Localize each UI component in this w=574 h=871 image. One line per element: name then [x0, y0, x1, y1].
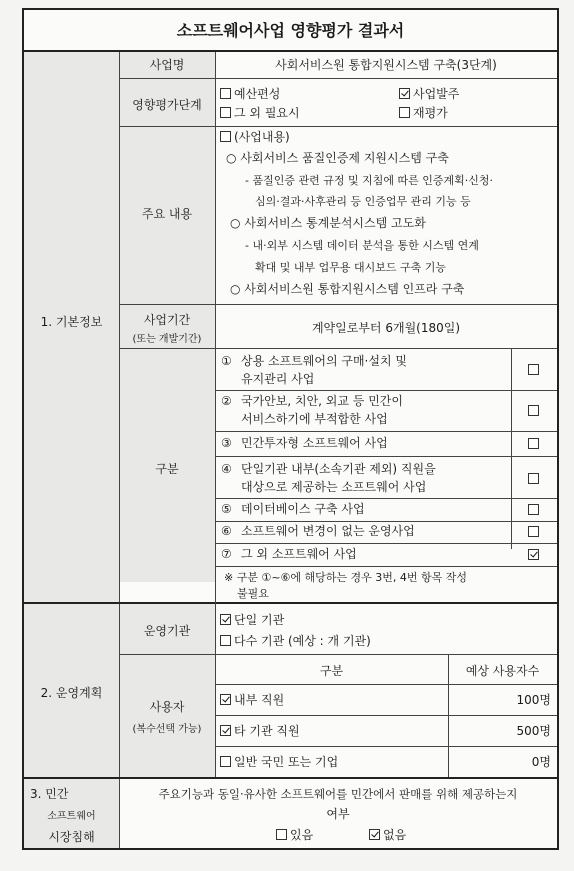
users-header-type: 구분 [319, 664, 344, 678]
category-2-checkbox[interactable] [528, 405, 539, 416]
divider [119, 654, 557, 655]
user-type-row[interactable] [220, 724, 300, 739]
period-sublabel: (또는 개발기간) [132, 334, 202, 345]
divider [119, 304, 557, 305]
category-text: 데이터베이스 구축 사업 [241, 502, 365, 516]
agency-multi-label: 다수 기관 (예상 : 개 기관) [234, 634, 371, 648]
users-header-count: 예상 사용자수 [465, 664, 540, 678]
stage-label: 영향평가단계 [132, 98, 202, 112]
divider [24, 50, 557, 52]
stage-reassess-checkbox[interactable] [399, 107, 410, 118]
content-line: 확대 및 내부 업무용 대시보드 구축 기능 [255, 261, 446, 274]
content-label: 주요 내용 [141, 207, 193, 221]
stage-option-label: 그 외 필요시 [234, 106, 300, 120]
category-label: 구분 [155, 462, 179, 476]
impact-assessment-form [22, 8, 559, 850]
agency-label: 운영기관 [143, 624, 191, 638]
page-title: 소프트웨어사업 영향평가 결과서 [176, 21, 405, 40]
private-yes-option[interactable] [276, 828, 313, 843]
category-note: 불필요 [237, 587, 269, 600]
category-text: 소프트웨어 변경이 없는 운영사업 [241, 524, 415, 538]
divider [215, 456, 557, 457]
content-line: - 품질인증 관련 규정 및 지침에 따른 인증계획·신청· [245, 174, 493, 187]
divider [215, 390, 557, 391]
user-count: 0명 [531, 755, 551, 769]
content-line-text: (사업내용) [234, 130, 290, 144]
user-internal-checkbox[interactable] [220, 694, 231, 705]
stage-option-label: 재평가 [413, 106, 448, 120]
user-type-label: 내부 직원 [234, 693, 285, 707]
category-text: 서비스하기에 부적합한 사업 [241, 412, 388, 426]
private-no-label: 없음 [383, 828, 407, 842]
private-question: 주요기능과 동일·유사한 소프트웨어를 민간에서 판매를 위해 제공하는지 [158, 787, 518, 801]
section-basic-label: 1. 기본정보 [40, 315, 103, 329]
private-no-option[interactable] [369, 828, 406, 843]
category-num: ② [221, 394, 232, 408]
user-type-row[interactable] [220, 693, 284, 708]
stage-option-budget[interactable] [220, 87, 280, 102]
user-count: 100명 [516, 693, 551, 707]
section-private-label: 3. 민간 [30, 787, 69, 801]
user-other-agency-checkbox[interactable] [220, 725, 231, 736]
category-note: ※ 구분 ①~⑥에 해당하는 경우 3번, 4번 항목 작성 [224, 571, 468, 584]
category-6-checkbox[interactable] [528, 526, 539, 537]
stage-option-order[interactable] [399, 87, 459, 102]
category-num: ⑦ [221, 547, 232, 561]
section-label-column [24, 52, 119, 848]
divider [215, 52, 216, 582]
category-1-checkbox[interactable] [528, 364, 539, 375]
divider [215, 602, 216, 777]
agency-single-option[interactable] [220, 613, 284, 628]
divider [215, 431, 557, 432]
section-ops-label: 2. 운영계획 [40, 686, 103, 700]
divider [24, 602, 557, 604]
section-private-label: 소프트웨어 [47, 811, 96, 822]
divider [119, 348, 557, 349]
section-private-label: 시장침해 [48, 830, 95, 844]
category-num: ① [221, 354, 232, 368]
content-line: ○ 사회서비스원 통합지원시스템 인프라 구축 [230, 282, 465, 296]
stage-option-label: 사업발주 [413, 87, 460, 101]
divider [215, 715, 557, 716]
category-7-checkbox[interactable] [528, 549, 539, 560]
category-text: 그 외 소프트웨어 사업 [241, 547, 357, 561]
users-label: 사용자 [149, 700, 185, 714]
agency-multi-checkbox[interactable] [220, 635, 231, 646]
category-text: 유지관리 사업 [241, 372, 315, 386]
category-4-checkbox[interactable] [528, 473, 539, 484]
stage-option-label: 예산편성 [234, 87, 281, 101]
divider [119, 78, 557, 79]
private-yes-label: 있음 [290, 828, 314, 842]
period-label: 사업기간 [143, 313, 191, 327]
user-type-label: 일반 국민 또는 기업 [234, 755, 339, 769]
agency-multi-option[interactable] [220, 634, 371, 649]
users-sublabel: (복수선택 가능) [132, 724, 202, 735]
divider [215, 566, 216, 602]
divider [215, 521, 557, 522]
private-yes-checkbox[interactable] [276, 829, 287, 840]
category-text: 국가안보, 치안, 외교 등 민간이 [241, 394, 403, 408]
divider [215, 684, 557, 685]
project-name-label: 사업명 [149, 58, 185, 72]
content-line: ○ 사회서비스 품질인증제 지원시스템 구축 [226, 151, 449, 165]
category-num: ⑥ [221, 524, 232, 538]
user-count: 500명 [516, 724, 551, 738]
category-5-checkbox[interactable] [528, 504, 539, 515]
category-num: ③ [221, 436, 232, 450]
stage-option-other[interactable] [220, 106, 300, 121]
divider [24, 777, 557, 779]
divider [511, 348, 512, 549]
content-checkbox[interactable] [220, 131, 231, 142]
agency-single-checkbox[interactable] [220, 614, 231, 625]
divider [215, 746, 557, 747]
private-no-checkbox[interactable] [369, 829, 380, 840]
user-public-checkbox[interactable] [220, 756, 231, 767]
category-num: ④ [221, 462, 232, 476]
divider [215, 543, 557, 544]
stage-option-reassess[interactable] [399, 106, 448, 121]
user-type-row[interactable] [220, 755, 338, 770]
period-value: 계약일로부터 6개월(180일) [311, 321, 461, 335]
stage-budget-checkbox[interactable] [220, 88, 231, 99]
private-question: 여부 [326, 807, 350, 821]
content-line: 심의·결과·사후관리 등 인증업무 관리 기능 등 [255, 195, 471, 208]
category-text: 민간투자형 소프트웨어 사업 [241, 436, 388, 450]
category-num: ⑤ [221, 502, 232, 516]
divider [215, 566, 557, 567]
category-3-checkbox[interactable] [528, 438, 539, 449]
stage-other-checkbox[interactable] [220, 107, 231, 118]
content-line: - 내·외부 시스템 데이터 분석을 통한 시스템 연계 [245, 239, 479, 252]
divider [215, 498, 557, 499]
agency-single-label: 단일 기관 [234, 613, 285, 627]
project-name-value: 사회서비스원 통합지원시스템 구축(3단계) [275, 58, 497, 72]
category-text: 단일기관 내부(소속기관 제외) 직원을 [241, 462, 436, 476]
category-text: 상용 소프트웨어의 구매·설치 및 [241, 354, 407, 368]
content-line: ○ 사회서비스 통계분석시스템 고도화 [230, 216, 426, 230]
stage-order-checkbox[interactable] [399, 88, 410, 99]
category-text: 대상으로 제공하는 소프트웨어 사업 [241, 480, 427, 494]
user-type-label: 타 기관 직원 [234, 724, 300, 738]
divider [119, 126, 557, 127]
content-line [220, 130, 290, 145]
